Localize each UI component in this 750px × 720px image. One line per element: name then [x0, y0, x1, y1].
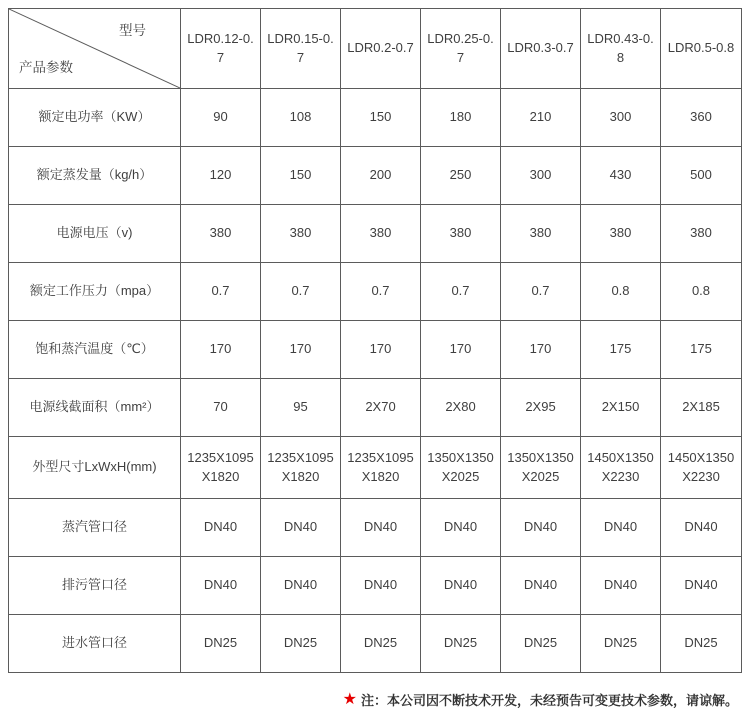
table-cell: 170 [341, 321, 421, 379]
table-cell: 1450X1350X2230 [661, 437, 742, 499]
table-cell: DN40 [421, 557, 501, 615]
table-cell: DN40 [501, 499, 581, 557]
row-label: 外型尺寸LxWxH(mm) [9, 437, 181, 499]
corner-model-label: 型号 [119, 23, 146, 38]
model-column-header: LDR0.3-0.7 [501, 9, 581, 89]
table-row-rated-power [9, 89, 742, 147]
table-cell: 360 [661, 89, 742, 147]
table-cell: 2X70 [341, 379, 421, 437]
table-cell: 200 [341, 147, 421, 205]
table-cell: 150 [341, 89, 421, 147]
table-cell: DN40 [661, 499, 742, 557]
table-cell: DN40 [581, 499, 661, 557]
table-cell: 1235X1095X1820 [181, 437, 261, 499]
table-cell: 175 [661, 321, 742, 379]
table-cell: 2X95 [501, 379, 581, 437]
table-cell: 1350X1350X2025 [421, 437, 501, 499]
table-cell: DN40 [261, 499, 341, 557]
table-cell: 380 [421, 205, 501, 263]
table-cell: DN25 [501, 615, 581, 673]
model-column-header: LDR0.2-0.7 [341, 9, 421, 89]
footer-note-text: 注：本公司因不断技术开发，未经预告可变更技术参数，请谅解。 [360, 693, 738, 708]
table-cell: 380 [181, 205, 261, 263]
model-column-header: LDR0.15-0.7 [261, 9, 341, 89]
table-cell: 2X185 [661, 379, 742, 437]
table-cell: 180 [421, 89, 501, 147]
table-cell: 210 [501, 89, 581, 147]
table-cell: DN40 [181, 499, 261, 557]
row-label: 额定工作压力（mpa） [9, 263, 181, 321]
table-row-inlet-pipe [9, 615, 742, 673]
table-cell: 170 [501, 321, 581, 379]
table-cell: 1350X1350X2025 [501, 437, 581, 499]
row-label: 电源电压（v) [9, 205, 181, 263]
table-cell: 2X80 [421, 379, 501, 437]
row-label: 排污管口径 [9, 557, 181, 615]
table-cell: 150 [261, 147, 341, 205]
table-cell: 0.8 [581, 263, 661, 321]
table-cell: DN25 [341, 615, 421, 673]
table-cell: DN40 [261, 557, 341, 615]
table-cell: 95 [261, 379, 341, 437]
table-cell: 1235X1095X1820 [261, 437, 341, 499]
table-cell: DN25 [181, 615, 261, 673]
row-label: 蒸汽管口径 [9, 499, 181, 557]
product-spec-table [8, 8, 742, 673]
model-column-header: LDR0.12-0.7 [181, 9, 261, 89]
table-cell: DN40 [661, 557, 742, 615]
row-label: 进水管口径 [9, 615, 181, 673]
row-label: 电源线截面积（mm²） [9, 379, 181, 437]
table-row-steam-temperature [9, 321, 742, 379]
table-row-evaporation [9, 147, 742, 205]
table-row-drain-pipe [9, 557, 742, 615]
table-cell: 170 [181, 321, 261, 379]
table-cell: 170 [261, 321, 341, 379]
table-row-dimensions [9, 437, 742, 499]
model-column-header: LDR0.5-0.8 [661, 9, 742, 89]
table-cell: 108 [261, 89, 341, 147]
row-label: 饱和蒸汽温度（℃） [9, 321, 181, 379]
table-cell: 175 [581, 321, 661, 379]
star-icon: ★ [342, 690, 357, 708]
table-cell: 70 [181, 379, 261, 437]
table-cell: 1450X1350X2230 [581, 437, 661, 499]
table-cell: 380 [661, 205, 742, 263]
table-cell: 0.7 [421, 263, 501, 321]
table-cell: 380 [501, 205, 581, 263]
table-cell: 380 [261, 205, 341, 263]
model-column-header: LDR0.25-0.7 [421, 9, 501, 89]
table-cell: 300 [501, 147, 581, 205]
table-cell: 300 [581, 89, 661, 147]
table-cell: 430 [581, 147, 661, 205]
table-cell: DN40 [581, 557, 661, 615]
table-row-working-pressure [9, 263, 742, 321]
table-cell: DN40 [341, 557, 421, 615]
table-cell: 0.7 [341, 263, 421, 321]
table-cell: 250 [421, 147, 501, 205]
table-cell: DN40 [341, 499, 421, 557]
corner-header-cell [9, 9, 181, 89]
table-cell: DN25 [661, 615, 742, 673]
row-label: 额定蒸发量（kg/h） [9, 147, 181, 205]
corner-param-label: 产品参数 [19, 60, 73, 76]
table-cell: 90 [181, 89, 261, 147]
table-row-steam-pipe [9, 499, 742, 557]
table-cell: 380 [341, 205, 421, 263]
footer-note [343, 690, 738, 709]
table-cell: DN40 [421, 499, 501, 557]
header-row [9, 9, 742, 89]
table-cell: DN25 [581, 615, 661, 673]
table-row-wire-section [9, 379, 742, 437]
table-cell: 2X150 [581, 379, 661, 437]
table-cell: 0.7 [261, 263, 341, 321]
table-cell: 1235X1095X1820 [341, 437, 421, 499]
table-row-voltage [9, 205, 742, 263]
table-cell: DN40 [181, 557, 261, 615]
model-column-header: LDR0.43-0.8 [581, 9, 661, 89]
table-cell: DN40 [501, 557, 581, 615]
table-cell: 380 [581, 205, 661, 263]
row-label: 额定电功率（KW） [9, 89, 181, 147]
table-cell: 500 [661, 147, 742, 205]
table-cell: 0.7 [501, 263, 581, 321]
table-cell: 0.8 [661, 263, 742, 321]
table-cell: 0.7 [181, 263, 261, 321]
table-cell: DN25 [421, 615, 501, 673]
table-cell: 120 [181, 147, 261, 205]
table-cell: DN25 [261, 615, 341, 673]
table-cell: 170 [421, 321, 501, 379]
